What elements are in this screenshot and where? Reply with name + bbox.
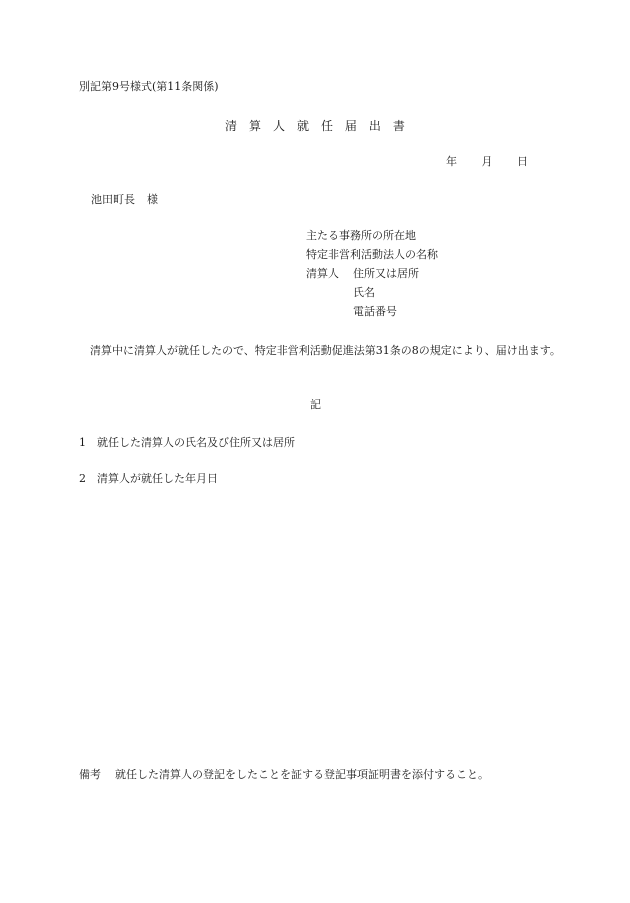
liquidator-label: 清算人 <box>306 267 339 280</box>
title-char: 書 <box>392 119 405 133</box>
date-year: 年 <box>446 155 457 168</box>
date-day: 日 <box>517 155 528 168</box>
document-title <box>225 119 405 133</box>
list-item <box>79 472 218 486</box>
item-text: 就任した清算人の氏名及び住所又は居所 <box>97 436 295 449</box>
body-text: 清算中に清算人が就任したので、特定非営利活動促進法第31条の8の規定により、届け出ます。 <box>90 344 561 357</box>
note <box>79 768 489 782</box>
list-item <box>79 436 295 450</box>
addressee <box>91 193 158 207</box>
title-char: 人 <box>272 119 285 133</box>
item-number: 2 <box>79 472 86 485</box>
corporation-name-label: 特定非営利活動法人の名称 <box>306 248 438 261</box>
ki-heading: 記 <box>310 398 321 411</box>
title-char: 算 <box>248 119 261 133</box>
addressee-honorific: 様 <box>147 193 158 206</box>
addressee-name: 池田町長 <box>91 193 135 206</box>
phone-label: 電話番号 <box>353 305 397 318</box>
form-label: 別記第9号様式(第11条関係) <box>79 80 219 93</box>
note-text: 就任した清算人の登記をしたことを証する登記事項証明書を添付すること。 <box>115 768 489 781</box>
address-label: 住所又は居所 <box>353 267 419 280</box>
title-char: 出 <box>368 119 381 133</box>
date-line <box>446 155 528 169</box>
note-label: 備考 <box>79 768 101 781</box>
title-char: 届 <box>344 119 357 133</box>
name-label: 氏名 <box>353 286 375 299</box>
office-location-label: 主たる事務所の所在地 <box>306 229 416 242</box>
date-month: 月 <box>481 155 493 168</box>
item-number: 1 <box>79 436 86 449</box>
title-char: 清 <box>225 119 238 133</box>
title-char: 就 <box>296 119 309 133</box>
title-char: 任 <box>320 119 333 133</box>
item-text: 清算人が就任した年月日 <box>97 472 218 485</box>
